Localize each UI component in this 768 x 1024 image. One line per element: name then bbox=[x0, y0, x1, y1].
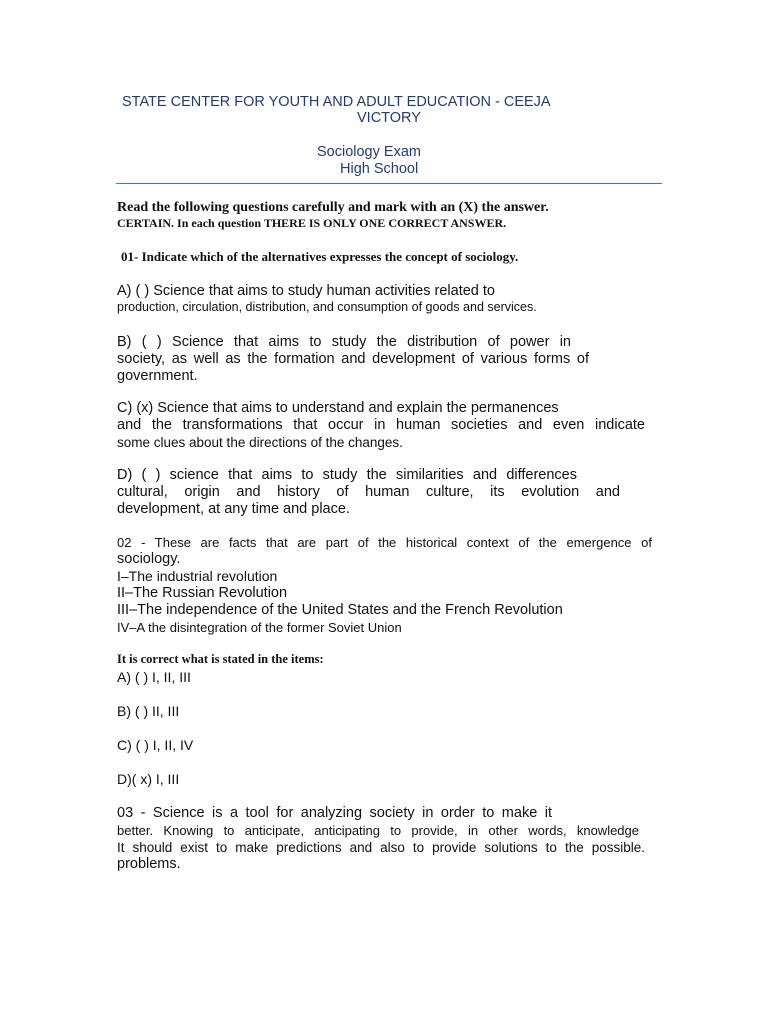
q2-item-1: I–The industrial revolution bbox=[117, 568, 278, 584]
q1-option-a bbox=[117, 283, 645, 315]
q1-option-a-line-2: production, circulation, distribution, and consumption of goods and services. bbox=[117, 300, 537, 314]
q2-items-list bbox=[117, 568, 645, 636]
q2-prompt: It is correct what is stated in the items: bbox=[117, 652, 324, 666]
q1-option-b-line-1: B) ( ) Science that aims to study the distribution of power in bbox=[117, 334, 571, 350]
question-2-line-1: 02 - These are facts that are part of the historical context of the emergence of bbox=[117, 535, 652, 550]
exam-level: High School bbox=[340, 161, 419, 177]
exam-body bbox=[117, 200, 652, 873]
exam-title: Sociology Exam bbox=[317, 144, 421, 160]
school-name: VICTORY bbox=[357, 110, 421, 126]
q2-item-4: IV–A the disintegration of the former Soviet Union bbox=[117, 620, 402, 635]
instructions-line-2: CERTAIN. In each question THERE IS ONLY ONE CORRECT ANSWER. bbox=[117, 216, 507, 230]
q1-option-c-line-2: and the transformations that occur in human societies and even indicate bbox=[117, 417, 645, 433]
question-3-line-3: It should exist to make predictions and also to provide solutions to the possible. bbox=[117, 840, 645, 855]
q1-option-b bbox=[117, 334, 645, 385]
school-title: STATE CENTER FOR YOUTH AND ADULT EDUCATION - CEEJA bbox=[122, 94, 551, 110]
q1-option-a-line-1: A) ( ) Science that aims to study human activities related to bbox=[117, 283, 495, 299]
question-2 bbox=[117, 534, 652, 568]
q2-option-d: D)( x) I, III bbox=[117, 771, 180, 787]
q1-option-c-line-3: some clues about the directions of the changes. bbox=[117, 435, 403, 450]
q2-option-c: C) ( ) I, II, IV bbox=[117, 737, 194, 753]
q1-option-d-line-1: D) ( ) science that aims to study the similarities and differences bbox=[117, 467, 577, 483]
q2-item-3: III–The independence of the United States and the French Revolution bbox=[117, 602, 563, 618]
q1-option-d-line-2: cultural, origin and history of human culture, its evolution and bbox=[117, 484, 620, 500]
q2-option-b: B) ( ) II, III bbox=[117, 703, 180, 719]
question-1: 01- Indicate which of the alternatives expresses the concept of sociology. bbox=[121, 249, 519, 264]
q2-option-a: A) ( ) I, II, III bbox=[117, 669, 191, 685]
q1-option-b-line-2: society, as well as the formation and development of various forms of bbox=[117, 351, 589, 367]
q2-item-2: II–The Russian Revolution bbox=[117, 585, 288, 601]
question-2-line-2: sociology. bbox=[117, 551, 181, 567]
question-3-line-1: 03 - Science is a tool for analyzing society in order to make it bbox=[117, 805, 552, 821]
q1-option-d bbox=[117, 467, 645, 518]
question-3-line-2: better. Knowing to anticipate, anticipating to provide, in other words, knowledge bbox=[117, 823, 639, 838]
q1-option-c bbox=[117, 400, 645, 451]
question-3 bbox=[117, 805, 645, 873]
q1-option-b-line-3: government. bbox=[117, 368, 198, 384]
instructions-line-1: Read the following questions carefully and mark with an (X) the answer. bbox=[117, 200, 549, 215]
q1-option-c-line-1: C) (x) Science that aims to understand and explain the permanences bbox=[117, 400, 559, 416]
q1-option-d-line-3: development, at any time and place. bbox=[117, 501, 350, 517]
header-divider bbox=[116, 183, 662, 184]
question-3-line-4: problems. bbox=[117, 856, 181, 872]
